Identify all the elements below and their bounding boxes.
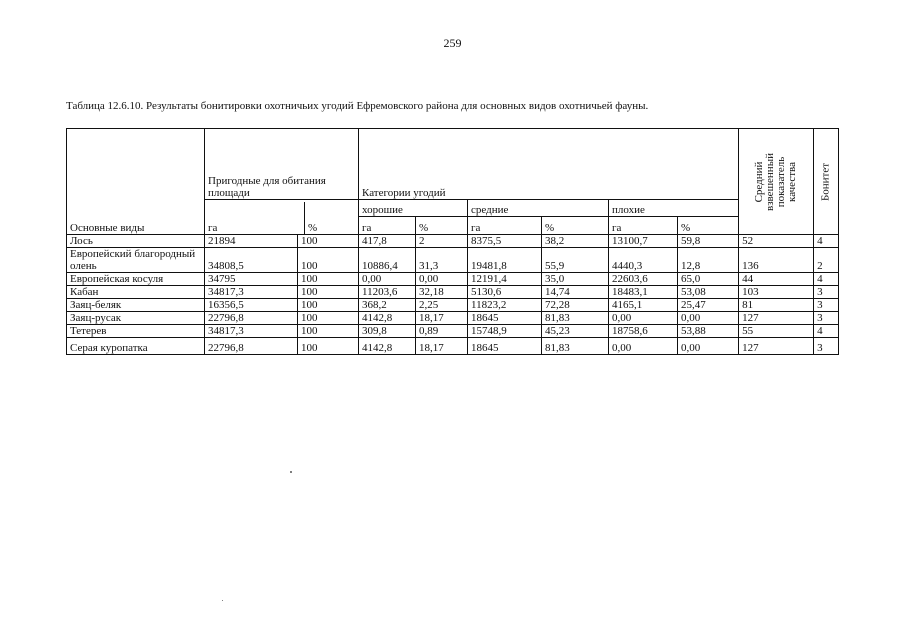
cell-poor-pct: 0,00 [678, 338, 739, 355]
cell-quality: 81 [739, 299, 814, 312]
cell-good-pct: 0,00 [416, 273, 468, 286]
cell-medium-ha: 11823,2 [468, 299, 542, 312]
cell-poor-pct: 53,08 [678, 286, 739, 299]
cell-species: Заяц-русак [67, 312, 205, 325]
cell-poor-pct: 25,47 [678, 299, 739, 312]
cell-bonitet: 4 [814, 325, 839, 338]
cell-area-pct: 100 [298, 235, 359, 248]
cell-bonitet: 3 [814, 299, 839, 312]
header-area-ha: га [205, 202, 305, 234]
cell-species: Серая куропатка [67, 338, 205, 355]
cell-poor-pct: 65,0 [678, 273, 739, 286]
cell-bonitet: 4 [814, 235, 839, 248]
cell-good-ha: 10886,4 [359, 248, 416, 273]
header-suitable-area: Пригодные для обитания площади [205, 129, 359, 200]
cell-good-pct: 18,17 [416, 312, 468, 325]
scan-speck [290, 471, 292, 473]
header-good: хорошие [359, 200, 468, 217]
cell-good-pct: 2,25 [416, 299, 468, 312]
cell-poor-ha: 0,00 [609, 338, 678, 355]
cell-medium-pct: 55,9 [542, 248, 609, 273]
header-good-pct: % [416, 217, 468, 235]
cell-medium-pct: 14,74 [542, 286, 609, 299]
page-number: 259 [443, 36, 462, 50]
cell-area: 22796,8 [205, 312, 298, 325]
cell-good-pct: 18,17 [416, 338, 468, 355]
cell-medium-pct: 35,0 [542, 273, 609, 286]
cell-species: Европейский благородный олень [67, 248, 205, 273]
cell-species: Тетерев [67, 325, 205, 338]
cell-species: Лось [67, 235, 205, 248]
table-row [67, 325, 839, 338]
header-land-categories: Категории угодий [359, 129, 739, 200]
cell-poor-ha: 0,00 [609, 312, 678, 325]
table-row [67, 248, 839, 273]
cell-good-pct: 0,89 [416, 325, 468, 338]
cell-medium-ha: 12191,4 [468, 273, 542, 286]
table-row [67, 312, 839, 325]
cell-quality: 55 [739, 325, 814, 338]
cell-poor-pct: 0,00 [678, 312, 739, 325]
cell-bonitet: 4 [814, 273, 839, 286]
cell-good-ha: 4142,8 [359, 338, 416, 355]
cell-good-ha: 11203,6 [359, 286, 416, 299]
cell-area: 21894 [205, 235, 298, 248]
cell-medium-ha: 5130,6 [468, 286, 542, 299]
cell-good-ha: 417,8 [359, 235, 416, 248]
table-row [67, 299, 839, 312]
cell-poor-ha: 18758,6 [609, 325, 678, 338]
cell-good-pct: 32,18 [416, 286, 468, 299]
cell-poor-ha: 4440,3 [609, 248, 678, 273]
cell-medium-ha: 18645 [468, 312, 542, 325]
cell-area: 34795 [205, 273, 298, 286]
cell-poor-pct: 59,8 [678, 235, 739, 248]
cell-bonitet: 2 [814, 248, 839, 273]
header-bonitet-label: Бонитет [819, 162, 832, 201]
cell-good-pct: 2 [416, 235, 468, 248]
header-poor: плохие [609, 200, 739, 217]
cell-good-ha: 309,8 [359, 325, 416, 338]
cell-medium-ha: 18645 [468, 338, 542, 355]
cell-good-ha: 4142,8 [359, 312, 416, 325]
cell-species: Европейская косуля [67, 273, 205, 286]
cell-medium-pct: 72,28 [542, 299, 609, 312]
header-good-ha: га [359, 217, 416, 235]
scan-speck [222, 600, 223, 601]
cell-medium-ha: 19481,8 [468, 248, 542, 273]
header-medium: средние [468, 200, 609, 217]
cell-area-pct: 100 [298, 248, 359, 273]
cell-area: 34808,5 [205, 248, 298, 273]
cell-poor-ha: 18483,1 [609, 286, 678, 299]
cell-area-pct: 100 [298, 312, 359, 325]
cell-species: Кабан [67, 286, 205, 299]
cell-poor-ha: 22603,6 [609, 273, 678, 286]
cell-area-pct: 100 [298, 299, 359, 312]
cell-medium-pct: 81,83 [542, 312, 609, 325]
cell-area-pct: 100 [298, 286, 359, 299]
cell-area: 34817,3 [205, 325, 298, 338]
header-avg-quality [739, 129, 814, 235]
cell-medium-pct: 38,2 [542, 235, 609, 248]
cell-area-pct: 100 [298, 325, 359, 338]
cell-area-pct: 100 [298, 273, 359, 286]
cell-poor-pct: 53,88 [678, 325, 739, 338]
table-body [67, 235, 839, 355]
table-row [67, 338, 839, 355]
header-medium-ha: га [468, 217, 542, 235]
header-poor-ha: га [609, 217, 678, 235]
header-medium-pct: % [542, 217, 609, 235]
cell-bonitet: 3 [814, 286, 839, 299]
cell-medium-pct: 45,23 [542, 325, 609, 338]
header-species: Основные виды [67, 129, 205, 235]
cell-medium-ha: 8375,5 [468, 235, 542, 248]
header-suitable-units-inner [205, 202, 358, 234]
cell-medium-ha: 15748,9 [468, 325, 542, 338]
cell-poor-pct: 12,8 [678, 248, 739, 273]
table-caption: Таблица 12.6.10. Результаты бонитировки охотничьих угодий Ефремовского района для основных видов охотничьей фауны. [66, 100, 649, 112]
bonitet-table [66, 128, 839, 355]
cell-good-ha: 0,00 [359, 273, 416, 286]
header-area-pct: % [308, 222, 318, 234]
cell-species: Заяц-беляк [67, 299, 205, 312]
cell-poor-ha: 13100,7 [609, 235, 678, 248]
table-row [67, 286, 839, 299]
cell-area: 16356,5 [205, 299, 298, 312]
cell-quality: 103 [739, 286, 814, 299]
cell-bonitet: 3 [814, 312, 839, 325]
cell-quality: 127 [739, 312, 814, 325]
cell-good-pct: 31,3 [416, 248, 468, 273]
header-poor-pct: % [678, 217, 739, 235]
header-bonitet [814, 129, 839, 235]
cell-bonitet: 3 [814, 338, 839, 355]
header-suitable-units [205, 200, 359, 235]
cell-area-pct: 100 [298, 338, 359, 355]
cell-quality: 52 [739, 235, 814, 248]
table-row [67, 235, 839, 248]
cell-quality: 136 [739, 248, 814, 273]
cell-poor-ha: 4165,1 [609, 299, 678, 312]
table-row [67, 273, 839, 286]
cell-area: 34817,3 [205, 286, 298, 299]
cell-quality: 44 [739, 273, 814, 286]
header-avg-quality-label: Средний взвешенный показатель качества [753, 152, 799, 211]
cell-good-ha: 368,2 [359, 299, 416, 312]
cell-quality: 127 [739, 338, 814, 355]
cell-area: 22796,8 [205, 338, 298, 355]
cell-medium-pct: 81,83 [542, 338, 609, 355]
